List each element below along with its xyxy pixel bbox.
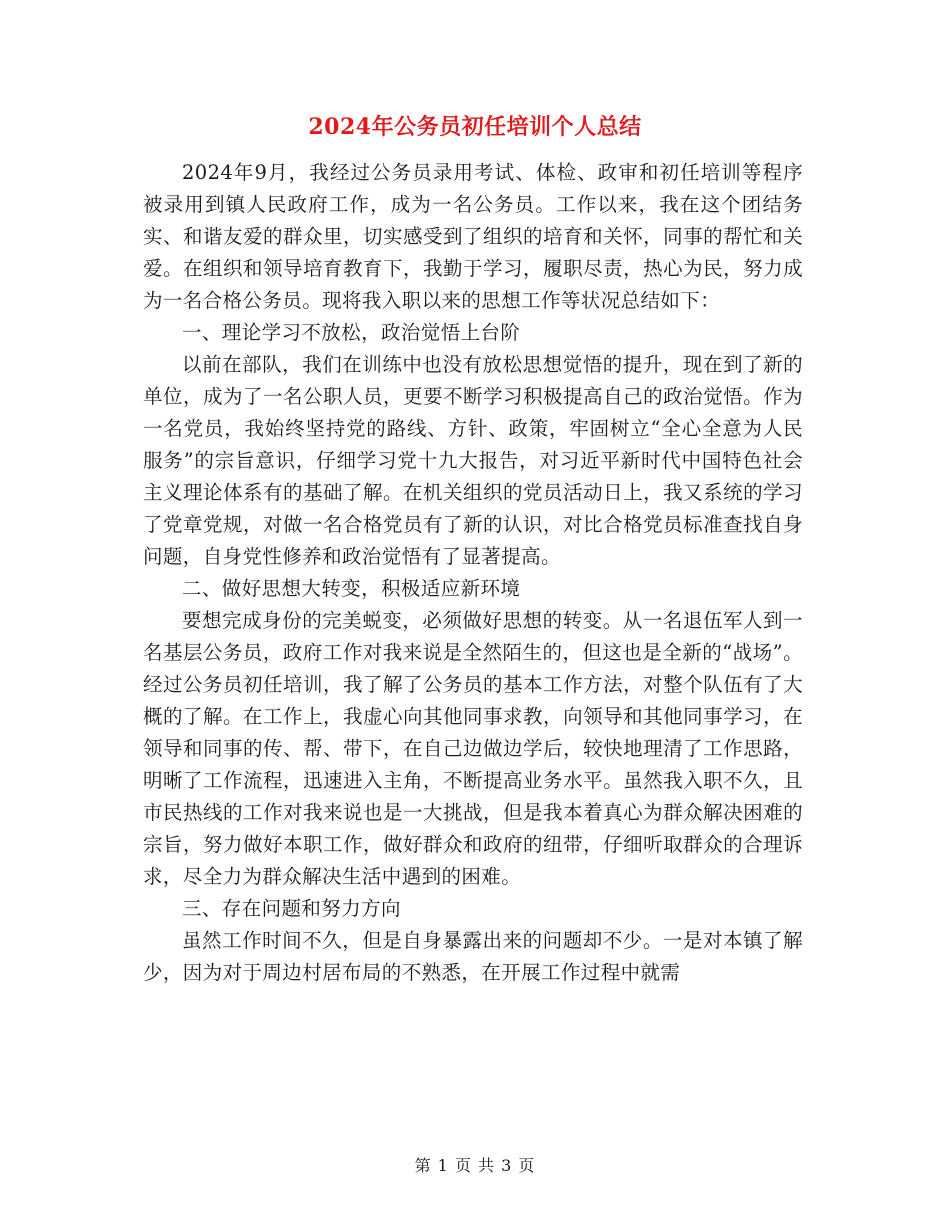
section-heading-3: 三、存在问题和努力方向 <box>182 897 401 920</box>
document-title: 2024年公务员初任培训个人总结 <box>308 114 642 140</box>
section-2-paragraph: 要想完成身份的完美蜕变，必须做好思想的转变。从一名退伍军人到一名基层公务员，政府工作对我来说是全然陌生的，但这也是全新的“战场”。经过公务员初任培训，我了解了公务员的基本工作方法，对整个队伍有了大概的了解。在工作上，我虚心向其他同事求教，向领导和其他同事学习，在领导和同事的传、帮、带下，在自己边做边学后，较快地理清了工作思路，明晰了工作流程，迅速进入主角，不断提高业务水平。虽然我入职不久，且市民热线的工作对我来说也是一大挑战，但是我本着真心为群众解决困难的宗旨，努力做好本职工作，做好群众和政府的纽带，仔细听取群众的合理诉求，尽全力为群众解决生活中遇到的困难。 <box>143 609 803 888</box>
document-body <box>143 157 803 989</box>
section-1-paragraph: 以前在部队，我们在训练中也没有放松思想觉悟的提升，现在到了新的单位，成为了一名公职人员，更要不断学习积极提高自己的政治觉悟。作为一名党员，我始终坚持党的路线、方针、政策，牢固树立“全心全意为人民服务”的宗旨意识，仔细学习党十九大报告，对习近平新时代中国特色社会主义理论体系有的基础了解。在机关组织的党员活动日上，我又系统的学习了党章党规，对做一名合格党员有了新的认识，对比合格党员标准查找自身问题，自身党性修养和政治觉悟有了显著提高。 <box>143 353 803 568</box>
intro-paragraph: 2024年9月，我经过公务员录用考试、体检、政审和初任培训等程序被录用到镇人民政府工作，成为一名公务员。工作以来，我在这个团结务实、和谐友爱的群众里，切实感受到了组织的培育和关怀，同事的帮忙和关爱。在组织和领导培育教育下，我勤于学习，履职尽责，热心为民，努力成为一名合格公务员。现将我入职以来的思想工作等状况总结如下： <box>143 161 803 312</box>
page-number-footer: 第 1 页 共 3 页 <box>414 1156 536 1175</box>
section-heading-1: 一、理论学习不放松，政治觉悟上台阶 <box>182 321 521 344</box>
section-heading-2: 二、做好思想大转变，积极适应新环境 <box>182 577 521 600</box>
section-3-paragraph: 虽然工作时间不久，但是自身暴露出来的问题却不少。一是对本镇了解少，因为对于周边村居布局的不熟悉，在开展工作过程中就需 <box>143 929 803 984</box>
